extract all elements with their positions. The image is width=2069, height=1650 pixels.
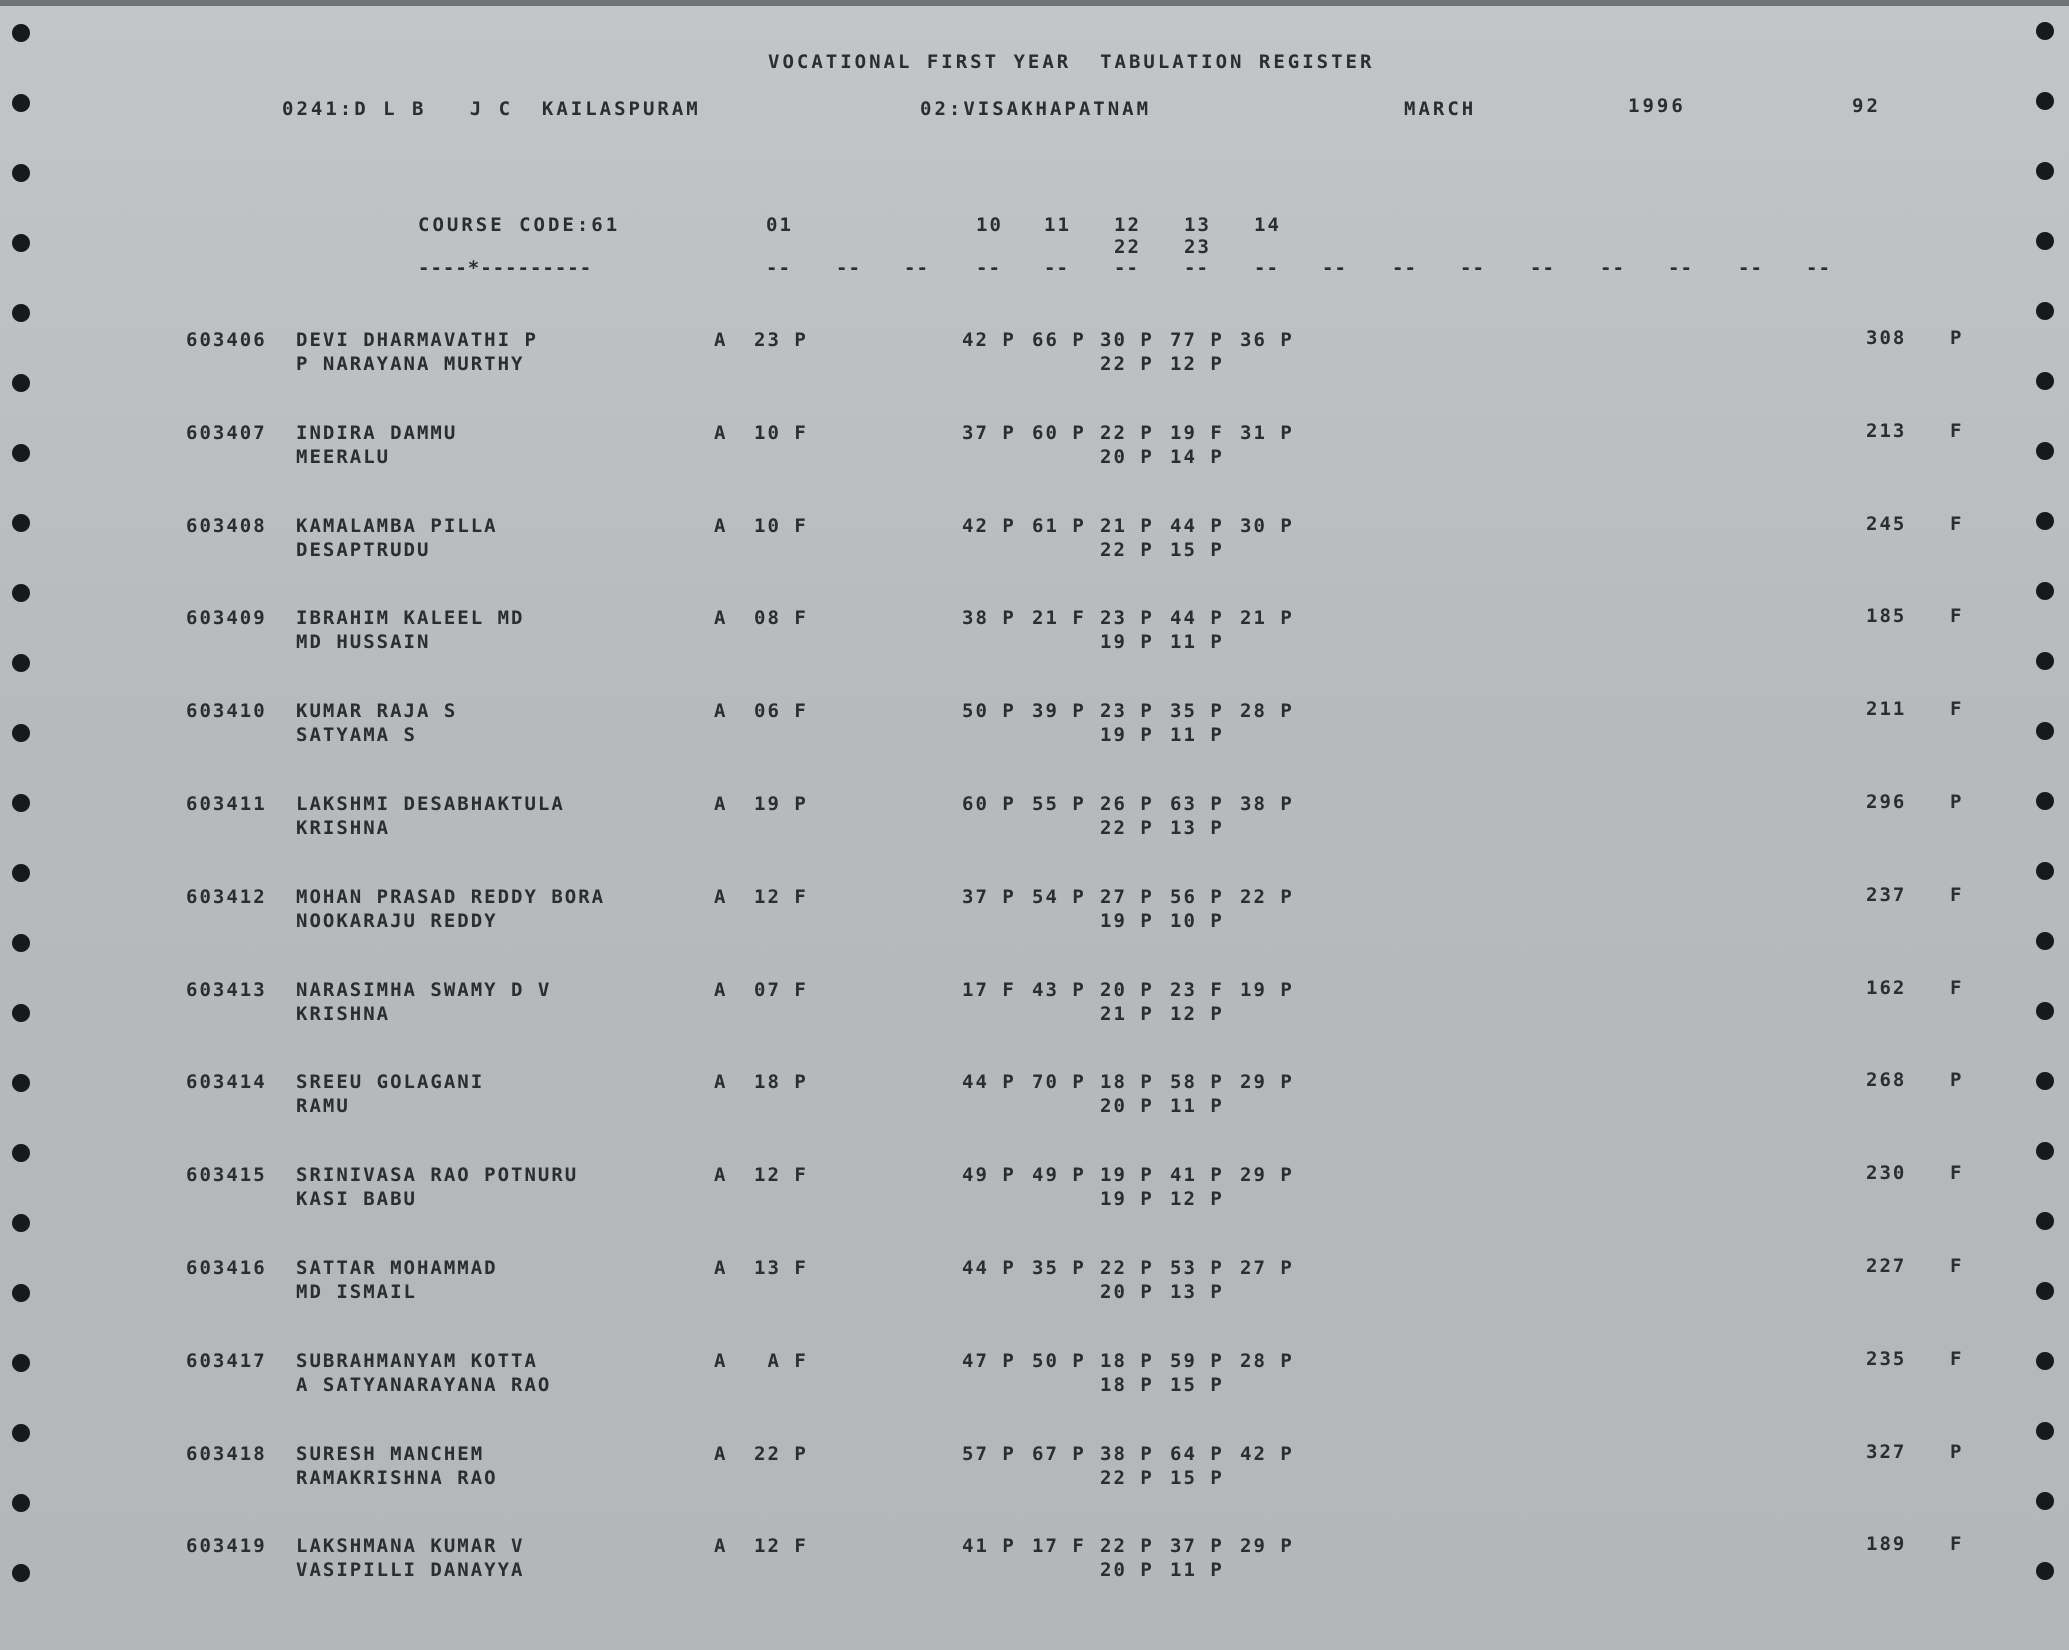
student-name: NARASIMHA SWAMY D V	[296, 979, 552, 1001]
column-dash: --	[1668, 257, 1693, 279]
marks-22: 19 P	[1100, 910, 1154, 932]
tractor-hole	[2036, 1282, 2054, 1300]
marks-14: 29 P	[1240, 1164, 1294, 1186]
marks-12: 23 P	[1100, 607, 1154, 629]
result: F	[1950, 420, 1964, 442]
column-dash: --	[836, 257, 861, 279]
marks-14: 36 P	[1240, 329, 1294, 351]
marks-10: 57 P	[962, 1443, 1016, 1465]
marks-12: 38 P	[1100, 1443, 1154, 1465]
column-dash: --	[1114, 257, 1139, 279]
marks-23: 14 P	[1170, 446, 1224, 468]
marks-10: 37 P	[962, 422, 1016, 444]
column-dash: --	[1044, 257, 1069, 279]
student-id: 603418	[186, 1443, 267, 1465]
marks-22: 21 P	[1100, 1003, 1154, 1025]
total-marks: 268	[1866, 1069, 1907, 1091]
parent-name: MEERALU	[296, 446, 391, 468]
marks-23: 15 P	[1170, 1467, 1224, 1489]
tractor-hole	[2036, 1422, 2054, 1440]
total-marks: 230	[1866, 1162, 1907, 1184]
marks-11: 50 P	[1032, 1350, 1086, 1372]
tractor-hole	[12, 444, 30, 462]
tractor-hole	[12, 1004, 30, 1022]
marks-13: 64 P	[1170, 1443, 1224, 1465]
student-id: 603406	[186, 329, 267, 351]
marks-10: 37 P	[962, 886, 1016, 908]
marks-22: 20 P	[1100, 1095, 1154, 1117]
marks-23: 11 P	[1170, 631, 1224, 653]
marks-12: 22 P	[1100, 1535, 1154, 1557]
marks-23: 11 P	[1170, 1095, 1224, 1117]
tractor-hole	[2036, 722, 2054, 740]
tractor-hole	[12, 1494, 30, 1512]
student-id: 603408	[186, 515, 267, 537]
marks-01: 08 F	[754, 607, 808, 629]
tractor-hole	[2036, 582, 2054, 600]
col-header-12: 12	[1114, 214, 1141, 236]
marks-01: 12 F	[754, 1535, 808, 1557]
tractor-hole	[12, 584, 30, 602]
col-header-10: 10	[976, 214, 1003, 236]
result: F	[1950, 1162, 1964, 1184]
column-dash: --	[1806, 257, 1831, 279]
marks-23: 12 P	[1170, 1188, 1224, 1210]
grade: A	[714, 1164, 728, 1186]
marks-12: 23 P	[1100, 700, 1154, 722]
tractor-hole	[12, 864, 30, 882]
total-marks: 227	[1866, 1255, 1907, 1277]
marks-14: 29 P	[1240, 1535, 1294, 1557]
grade: A	[714, 793, 728, 815]
marks-10: 38 P	[962, 607, 1016, 629]
marks-22: 22 P	[1100, 817, 1154, 839]
marks-11: 21 F	[1032, 607, 1086, 629]
marks-12: 27 P	[1100, 886, 1154, 908]
marks-01: 23 P	[754, 329, 808, 351]
grade: A	[714, 1443, 728, 1465]
tractor-hole	[2036, 1002, 2054, 1020]
marks-11: 60 P	[1032, 422, 1086, 444]
marks-10: 17 F	[962, 979, 1016, 1001]
result: P	[1950, 1441, 1964, 1463]
college-code-name: 0241:D L B J C KAILASPURAM	[282, 98, 701, 120]
marks-01: 19 P	[754, 793, 808, 815]
marks-13: 37 P	[1170, 1535, 1224, 1557]
parent-name: KRISHNA	[296, 817, 391, 839]
marks-14: 28 P	[1240, 1350, 1294, 1372]
marks-23: 10 P	[1170, 910, 1224, 932]
column-dash: --	[1600, 257, 1625, 279]
marks-12: 21 P	[1100, 515, 1154, 537]
student-name: LAKSHMANA KUMAR V	[296, 1535, 525, 1557]
marks-01: 10 F	[754, 422, 808, 444]
result: F	[1950, 513, 1964, 535]
marks-12: 19 P	[1100, 1164, 1154, 1186]
column-dash: --	[1254, 257, 1279, 279]
tractor-hole	[2036, 1562, 2054, 1580]
tractor-hole	[12, 24, 30, 42]
marks-11: 35 P	[1032, 1257, 1086, 1279]
tractor-hole	[2036, 1352, 2054, 1370]
tractor-hole	[12, 794, 30, 812]
total-marks: 189	[1866, 1533, 1907, 1555]
marks-12: 30 P	[1100, 329, 1154, 351]
tractor-hole	[2036, 862, 2054, 880]
marks-23: 11 P	[1170, 724, 1224, 746]
marks-10: 41 P	[962, 1535, 1016, 1557]
parent-name: A SATYANARAYANA RAO	[296, 1374, 552, 1396]
marks-13: 41 P	[1170, 1164, 1224, 1186]
student-id: 603415	[186, 1164, 267, 1186]
exam-month: MARCH	[1404, 98, 1477, 120]
tractor-hole	[2036, 92, 2054, 110]
parent-name: MD ISMAIL	[296, 1281, 417, 1303]
column-dash: --	[1460, 257, 1485, 279]
marks-22: 22 P	[1100, 1467, 1154, 1489]
student-name: SRINIVASA RAO POTNURU	[296, 1164, 579, 1186]
parent-name: KRISHNA	[296, 1003, 391, 1025]
total-marks: 211	[1866, 698, 1907, 720]
marks-01: 10 F	[754, 515, 808, 537]
column-dash: --	[766, 257, 791, 279]
col-header-23: 23	[1184, 236, 1211, 258]
result: P	[1950, 327, 1964, 349]
student-id: 603419	[186, 1535, 267, 1557]
marks-12: 26 P	[1100, 793, 1154, 815]
tractor-hole	[2036, 162, 2054, 180]
col-header-14: 14	[1254, 214, 1281, 236]
marks-10: 60 P	[962, 793, 1016, 815]
marks-22: 19 P	[1100, 631, 1154, 653]
marks-23: 13 P	[1170, 817, 1224, 839]
marks-10: 44 P	[962, 1071, 1016, 1093]
tractor-hole	[12, 234, 30, 252]
grade: A	[714, 515, 728, 537]
student-name: SREEU GOLAGANI	[296, 1071, 485, 1093]
result: F	[1950, 977, 1964, 999]
marks-11: 61 P	[1032, 515, 1086, 537]
tractor-hole	[2036, 1072, 2054, 1090]
column-dash: --	[1322, 257, 1347, 279]
marks-12: 18 P	[1100, 1350, 1154, 1372]
marks-22: 19 P	[1100, 724, 1154, 746]
parent-name: MD HUSSAIN	[296, 631, 431, 653]
marks-13: 23 F	[1170, 979, 1224, 1001]
col-header-13: 13	[1184, 214, 1211, 236]
paper-top-edge	[0, 0, 2069, 6]
tractor-hole	[12, 304, 30, 322]
result: F	[1950, 605, 1964, 627]
parent-name: RAMAKRISHNA RAO	[296, 1467, 498, 1489]
grade: A	[714, 422, 728, 444]
marks-13: 63 P	[1170, 793, 1224, 815]
marks-11: 67 P	[1032, 1443, 1086, 1465]
student-id: 603409	[186, 607, 267, 629]
marks-11: 49 P	[1032, 1164, 1086, 1186]
marks-11: 66 P	[1032, 329, 1086, 351]
grade: A	[714, 329, 728, 351]
marks-01: 12 F	[754, 1164, 808, 1186]
marks-12: 18 P	[1100, 1071, 1154, 1093]
marks-14: 30 P	[1240, 515, 1294, 537]
marks-14: 19 P	[1240, 979, 1294, 1001]
student-name: SUBRAHMANYAM KOTTA	[296, 1350, 538, 1372]
marks-01: A F	[754, 1350, 808, 1372]
district-name: 02:VISAKHAPATNAM	[920, 98, 1152, 120]
total-marks: 327	[1866, 1441, 1907, 1463]
tractor-hole	[12, 1424, 30, 1442]
parent-name: SATYAMA S	[296, 724, 417, 746]
marks-10: 42 P	[962, 515, 1016, 537]
course-underline: ----*---------	[418, 257, 593, 279]
grade: A	[714, 1071, 728, 1093]
marks-22: 18 P	[1100, 1374, 1154, 1396]
col-header-22: 22	[1114, 236, 1141, 258]
student-id: 603410	[186, 700, 267, 722]
marks-14: 21 P	[1240, 607, 1294, 629]
marks-23: 15 P	[1170, 1374, 1224, 1396]
parent-name: NOOKARAJU REDDY	[296, 910, 498, 932]
tractor-hole	[12, 934, 30, 952]
marks-01: 13 F	[754, 1257, 808, 1279]
student-name: IBRAHIM KALEEL MD	[296, 607, 525, 629]
tractor-hole	[12, 164, 30, 182]
grade: A	[714, 1257, 728, 1279]
grade: A	[714, 700, 728, 722]
tractor-hole	[12, 94, 30, 112]
result: F	[1950, 884, 1964, 906]
student-name: LAKSHMI DESABHAKTULA	[296, 793, 565, 815]
student-name: MOHAN PRASAD REDDY BORA	[296, 886, 606, 908]
marks-14: 27 P	[1240, 1257, 1294, 1279]
parent-name: P NARAYANA MURTHY	[296, 353, 525, 375]
total-marks: 237	[1866, 884, 1907, 906]
tractor-hole	[12, 374, 30, 392]
marks-23: 15 P	[1170, 539, 1224, 561]
register-title: VOCATIONAL FIRST YEAR TABULATION REGISTER	[768, 51, 1375, 73]
student-name: DEVI DHARMAVATHI P	[296, 329, 538, 351]
marks-10: 49 P	[962, 1164, 1016, 1186]
tractor-hole	[12, 1144, 30, 1162]
parent-name: KASI BABU	[296, 1188, 417, 1210]
page-number: 92	[1852, 95, 1881, 117]
marks-01: 06 F	[754, 700, 808, 722]
marks-23: 12 P	[1170, 353, 1224, 375]
marks-13: 35 P	[1170, 700, 1224, 722]
tractor-hole	[2036, 792, 2054, 810]
tractor-hole	[2036, 442, 2054, 460]
marks-14: 38 P	[1240, 793, 1294, 815]
column-dash: --	[1738, 257, 1763, 279]
tractor-hole	[2036, 932, 2054, 950]
student-name: SATTAR MOHAMMAD	[296, 1257, 498, 1279]
tractor-hole	[12, 1284, 30, 1302]
tractor-hole	[2036, 232, 2054, 250]
marks-11: 55 P	[1032, 793, 1086, 815]
tractor-hole	[12, 654, 30, 672]
marks-22: 19 P	[1100, 1188, 1154, 1210]
student-id: 603411	[186, 793, 267, 815]
student-name: KUMAR RAJA S	[296, 700, 458, 722]
result: F	[1950, 1533, 1964, 1555]
result: F	[1950, 1348, 1964, 1370]
marks-14: 42 P	[1240, 1443, 1294, 1465]
marks-22: 20 P	[1100, 1559, 1154, 1581]
student-name: SURESH MANCHEM	[296, 1443, 485, 1465]
total-marks: 213	[1866, 420, 1907, 442]
result: P	[1950, 791, 1964, 813]
student-name: KAMALAMBA PILLA	[296, 515, 498, 537]
tractor-hole	[2036, 1492, 2054, 1510]
tractor-hole	[2036, 1212, 2054, 1230]
marks-12: 22 P	[1100, 422, 1154, 444]
grade: A	[714, 1535, 728, 1557]
tractor-hole	[2036, 652, 2054, 670]
marks-01: 12 F	[754, 886, 808, 908]
student-id: 603417	[186, 1350, 267, 1372]
marks-13: 59 P	[1170, 1350, 1224, 1372]
marks-10: 47 P	[962, 1350, 1016, 1372]
tractor-hole	[2036, 512, 2054, 530]
total-marks: 162	[1866, 977, 1907, 999]
marks-13: 44 P	[1170, 607, 1224, 629]
marks-23: 11 P	[1170, 1559, 1224, 1581]
student-id: 603413	[186, 979, 267, 1001]
tractor-hole	[12, 1354, 30, 1372]
marks-12: 20 P	[1100, 979, 1154, 1001]
marks-14: 29 P	[1240, 1071, 1294, 1093]
marks-23: 12 P	[1170, 1003, 1224, 1025]
result: F	[1950, 698, 1964, 720]
student-id: 603407	[186, 422, 267, 444]
marks-01: 22 P	[754, 1443, 808, 1465]
tractor-hole	[12, 1564, 30, 1582]
marks-23: 13 P	[1170, 1281, 1224, 1303]
marks-13: 19 F	[1170, 422, 1224, 444]
col-header-11: 11	[1044, 214, 1071, 236]
marks-22: 22 P	[1100, 353, 1154, 375]
parent-name: VASIPILLI DANAYYA	[296, 1559, 525, 1581]
marks-13: 56 P	[1170, 886, 1224, 908]
marks-13: 44 P	[1170, 515, 1224, 537]
tractor-hole	[12, 514, 30, 532]
parent-name: RAMU	[296, 1095, 350, 1117]
marks-11: 17 F	[1032, 1535, 1086, 1557]
column-dash: --	[1184, 257, 1209, 279]
total-marks: 185	[1866, 605, 1907, 627]
tractor-hole	[2036, 22, 2054, 40]
total-marks: 296	[1866, 791, 1907, 813]
tractor-hole	[12, 724, 30, 742]
grade: A	[714, 607, 728, 629]
tractor-hole	[2036, 302, 2054, 320]
student-id: 603414	[186, 1071, 267, 1093]
marks-11: 39 P	[1032, 700, 1086, 722]
marks-12: 22 P	[1100, 1257, 1154, 1279]
grade: A	[714, 979, 728, 1001]
result: F	[1950, 1255, 1964, 1277]
total-marks: 235	[1866, 1348, 1907, 1370]
total-marks: 308	[1866, 327, 1907, 349]
grade: A	[714, 886, 728, 908]
column-dash: --	[976, 257, 1001, 279]
tractor-hole	[12, 1214, 30, 1232]
exam-year: 1996	[1628, 95, 1686, 117]
marks-01: 18 P	[754, 1071, 808, 1093]
total-marks: 245	[1866, 513, 1907, 535]
marks-13: 58 P	[1170, 1071, 1224, 1093]
marks-10: 50 P	[962, 700, 1016, 722]
marks-11: 70 P	[1032, 1071, 1086, 1093]
marks-22: 20 P	[1100, 446, 1154, 468]
course-code-label: COURSE CODE:61	[418, 214, 621, 236]
marks-11: 54 P	[1032, 886, 1086, 908]
marks-14: 31 P	[1240, 422, 1294, 444]
col-header-01: 01	[766, 214, 793, 236]
marks-10: 44 P	[962, 1257, 1016, 1279]
tractor-hole	[2036, 372, 2054, 390]
result: P	[1950, 1069, 1964, 1091]
student-id: 603412	[186, 886, 267, 908]
column-dash: --	[1530, 257, 1555, 279]
marks-10: 42 P	[962, 329, 1016, 351]
marks-14: 22 P	[1240, 886, 1294, 908]
column-dash: --	[904, 257, 929, 279]
marks-22: 22 P	[1100, 539, 1154, 561]
student-id: 603416	[186, 1257, 267, 1279]
student-name: INDIRA DAMMU	[296, 422, 458, 444]
grade: A	[714, 1350, 728, 1372]
tractor-hole	[12, 1074, 30, 1092]
parent-name: DESAPTRUDU	[296, 539, 431, 561]
marks-14: 28 P	[1240, 700, 1294, 722]
marks-13: 53 P	[1170, 1257, 1224, 1279]
marks-01: 07 F	[754, 979, 808, 1001]
marks-22: 20 P	[1100, 1281, 1154, 1303]
marks-13: 77 P	[1170, 329, 1224, 351]
marks-11: 43 P	[1032, 979, 1086, 1001]
column-dash: --	[1392, 257, 1417, 279]
tractor-hole	[2036, 1142, 2054, 1160]
